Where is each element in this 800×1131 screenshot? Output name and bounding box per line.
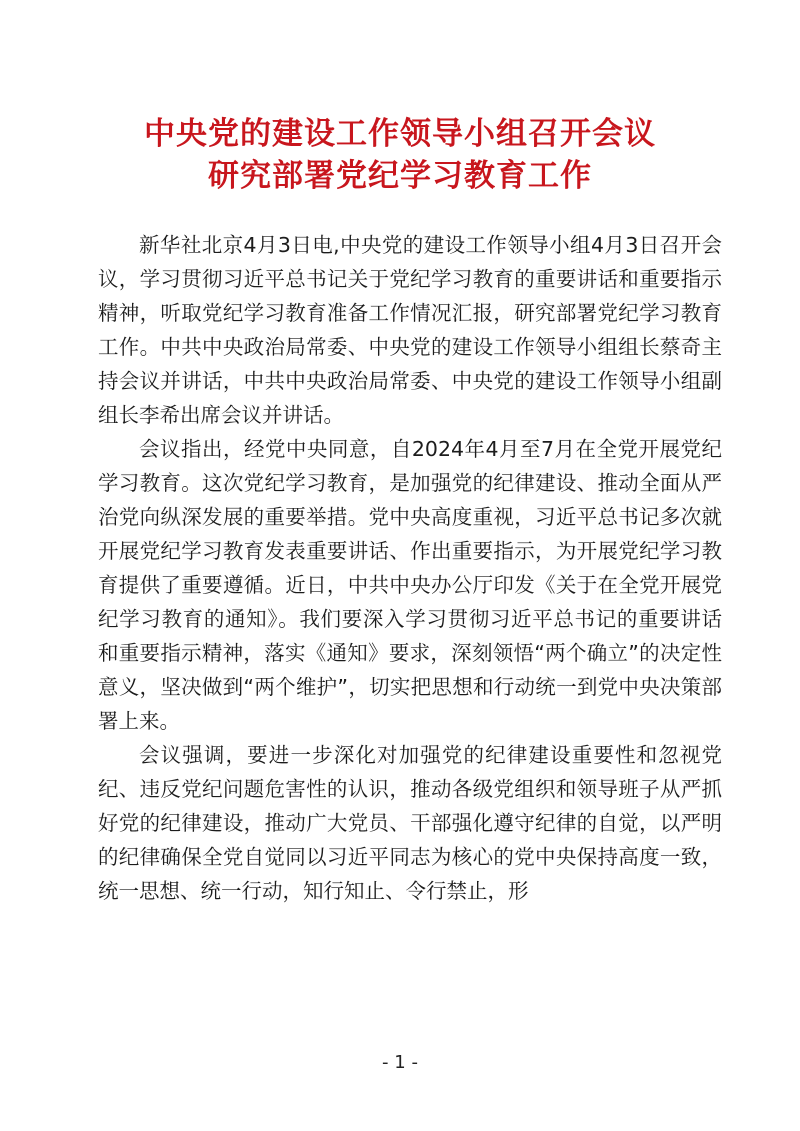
paragraph-1: 新华社北京4月3日电,中央党的建设工作领导小组4月3日召开会议，学习贯彻习近平总书记关于党纪学习教育的重要讲话和重要指示精神，听取党纪学习教育准备工作情况汇报，研究部署党纪学习教育工作。中共中央政治局常委、中央党的建设工作领导小组组长蔡奇主持会议并讲话，中共中央政治局常委、中央党的建设工作领导小组副组长李希出席会议并讲话。 <box>98 233 722 427</box>
paragraph-3: 会议强调，要进一步深化对加强党的纪律建设重要性和忽视党纪、违反党纪问题危害性的认识，推动各级党组织和领导班子从严抓好党的纪律建设，推动广大党员、干部强化遵守纪律的自觉，以严明的纪律确保全党自觉同以习近平同志为核心的党中央保持高度一致，统一思想、统一行动，知行知止、令行禁止，形 <box>98 743 722 903</box>
article-body <box>98 228 722 908</box>
paragraph-2: 会议指出，经党中央同意，自2024年4月至7月在全党开展党纪学习教育。这次党纪学习教育，是加强党的纪律建设、推动全面从严治党向纵深发展的重要举措。党中央高度重视，习近平总书记多次就开展党纪学习教育发表重要讲话、作出重要指示，为开展党纪学习教育提供了重要遵循。近日，中共中央办公厅印发《关于在全党开展党纪学习教育的通知》。我们要深入学习贯彻习近平总书记的重要讲话和重要指示精神，落实《通知》要求，深刻领悟“两个确立”的决定性意义，坚决做到“两个维护”，切实把思想和行动统一到党中央决策部署上来。 <box>98 437 722 733</box>
page-number: - 1 - <box>382 1052 418 1073</box>
headline-line-2: 研究部署党纪学习教育工作 <box>208 158 592 194</box>
headline-line-1: 中央党的建设工作领导小组召开会议 <box>144 116 656 152</box>
